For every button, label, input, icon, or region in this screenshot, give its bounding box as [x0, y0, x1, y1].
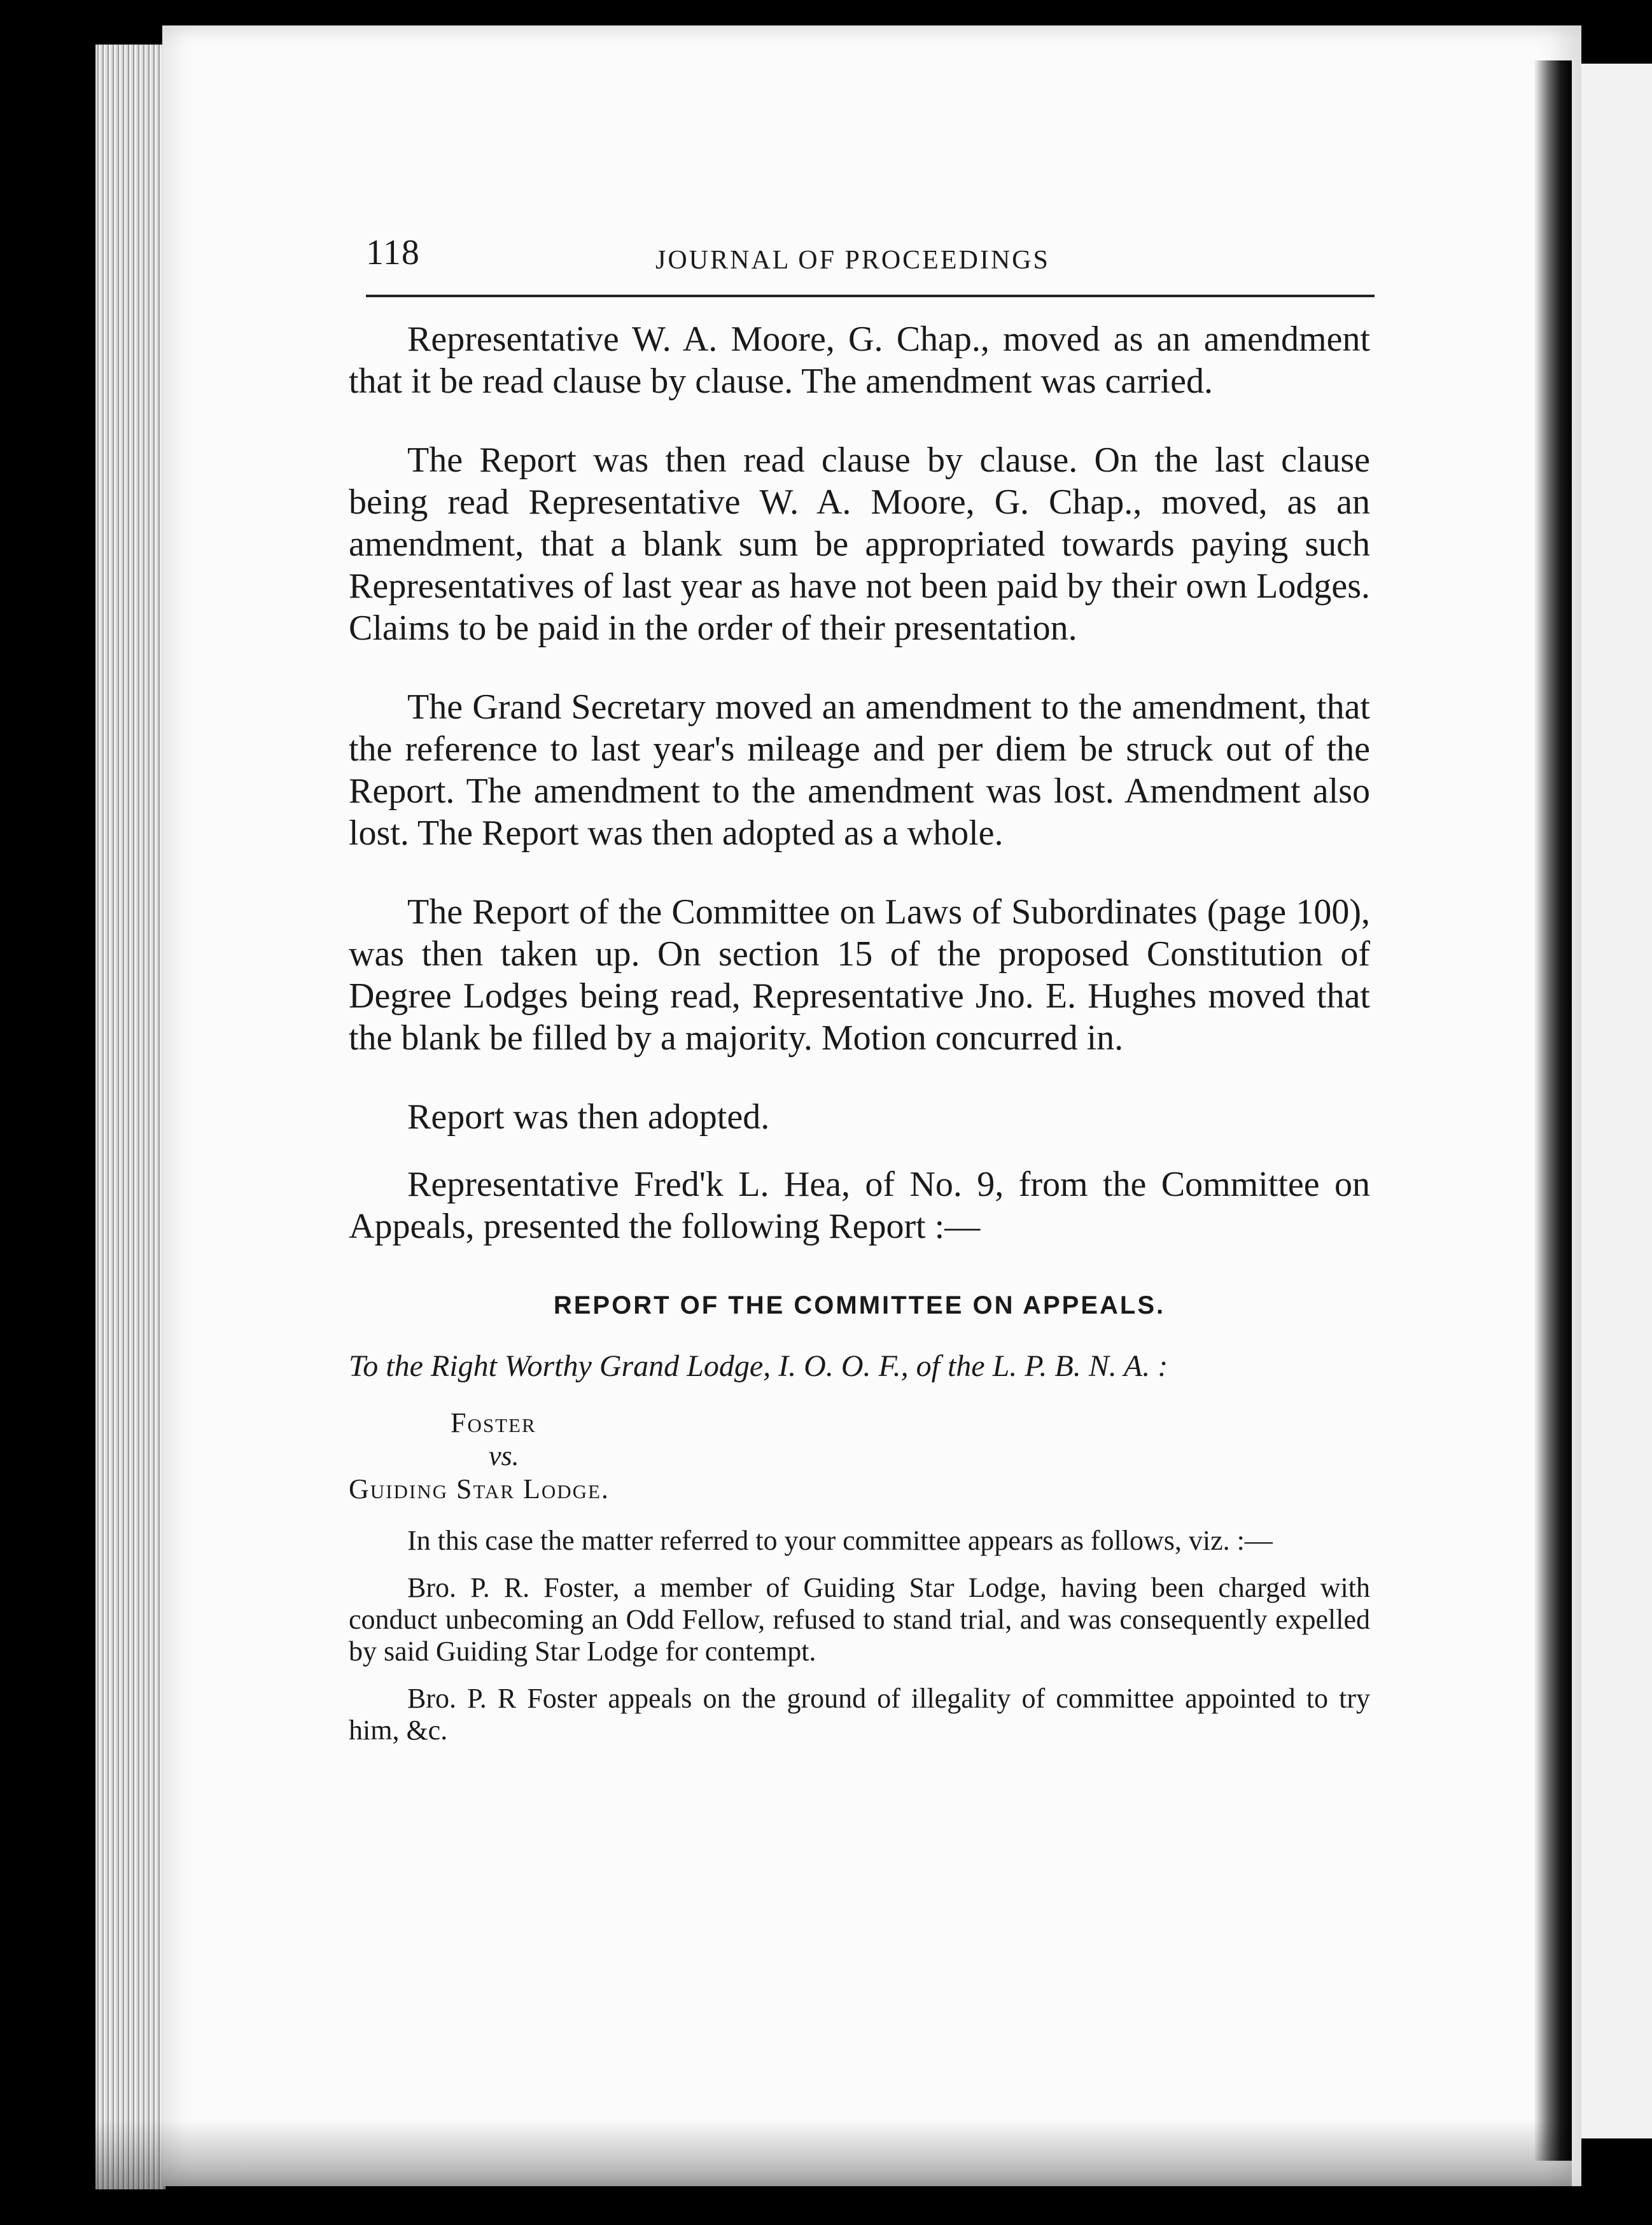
report-paragraph: Bro. P. R Foster appeals on the ground of illegality of committee appointed to try him, &c.: [349, 1683, 1370, 1746]
case-title: [349, 1407, 1370, 1506]
page-body: [349, 318, 1370, 1762]
page-gutter-shadow: [1534, 60, 1572, 2161]
report-heading: REPORT OF THE COMMITTEE ON APPEALS.: [553, 1291, 1166, 1319]
page-bottom-shadow: [95, 2119, 1572, 2189]
page-number: 118: [366, 233, 420, 272]
report-paragraph: Bro. P. R. Foster, a member of Guiding Star Lodge, having been charged with conduct unbecoming an Odd Fellow, refused to stand trial, and was consequently expelled by said Guiding Star Lodge for contempt.: [349, 1572, 1370, 1667]
book-page-edges: [95, 45, 165, 2189]
report-body: [349, 1525, 1370, 1746]
paragraph: The Report of the Committee on Laws of Subordinates (page 100), was then taken up. On section 15 of the proposed Constitution of Degree Lodges being read, Representative Jno. E. Hughes moved that the blank be filled by a majority. Motion concurred in.: [349, 892, 1370, 1058]
page-header: [366, 226, 1375, 277]
report-salutation: To the Right Worthy Grand Lodge, I. O. O. F., of the L. P. B. N. A. :: [349, 1349, 1168, 1383]
paragraph: Representative Fred'k L. Hea, of No. 9, from the Committee on Appeals, presented the following Report :—: [349, 1165, 1370, 1246]
report-paragraph: In this case the matter referred to your committee appears as follows, viz. :—: [407, 1525, 1273, 1556]
case-versus: vs.: [489, 1440, 519, 1471]
running-head: JOURNAL OF PROCEEDINGS: [655, 246, 1050, 275]
paragraph: The Report was then read clause by clause. On the last clause being read Representative W. A. Moore, G. Chap., moved, as an amendment, that a blank sum be appropriated towards paying such Representatives of last year as have not been paid by their own Lodges. Claims to be paid in the order of their presentation.: [349, 440, 1370, 648]
paragraph: Report was then adopted.: [407, 1097, 770, 1137]
paragraph: Representative W. A. Moore, G. Chap., moved as an amendment that it be read clause by clause. The amendment was carried.: [349, 319, 1370, 401]
case-party-defendant: Guiding Star Lodge.: [349, 1473, 610, 1505]
header-rule: [366, 295, 1375, 297]
case-party-plaintiff: Foster: [451, 1407, 536, 1438]
paragraph: The Grand Secretary moved an amendment to the amendment, that the reference to last year's mileage and per diem be struck out of the Report. The amendment to the amendment was lost. Amendment also lost. The Report was then adopted as a whole.: [349, 687, 1370, 853]
